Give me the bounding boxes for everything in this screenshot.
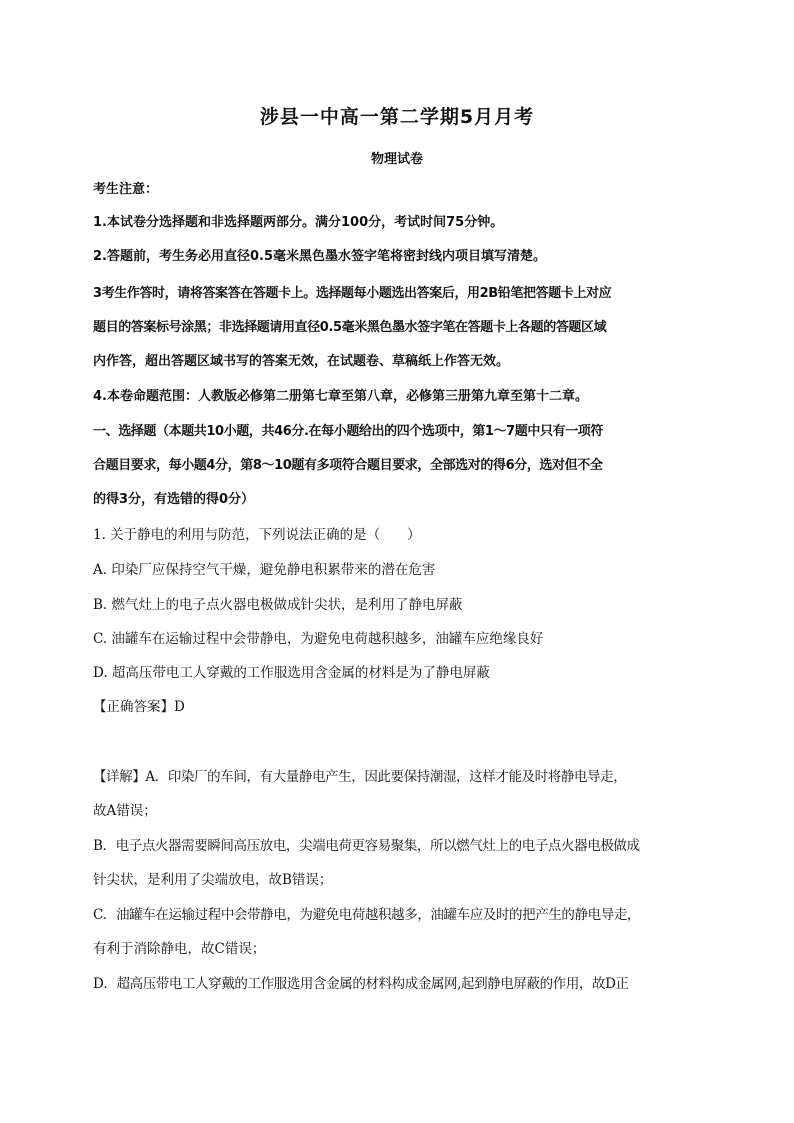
question-1-option-c: C. 油罐车在运输过程中会带静电，为避免电荷越积越多，油罐车应绝缘良好 <box>93 631 544 647</box>
explanation-line-5: C．油罐车在运输过程中会带静电，为避免电荷越积越多，油罐车应及时的把产生的静电导走， <box>93 907 641 923</box>
notice-heading: 考生注意： <box>93 182 159 197</box>
notice-item-1: 1.本试卷分选择题和非选择题两部分。满分100分，考试时间75分钟。 <box>93 215 504 230</box>
question-1-option-b: B. 燃气灶上的电子点火器电极做成针尖状，是利用了静电屏蔽 <box>93 597 463 613</box>
explanation-line-2: 故A错误； <box>93 803 157 819</box>
question-1-option-d: D. 超高压带电工人穿戴的工作服选用含金属的材料是为了静电屏蔽 <box>93 665 490 681</box>
notice-item-3-line-2: 题目的答案标号涂黑；非选择题请用直径0.5毫米黑色墨水签字笔在答题卡上各题的答题区域 <box>93 320 607 335</box>
section-heading-line-2: 合题目要求，每小题4分，第8～10题有多项符合题目要求，全部选对的得6分，选对但不全 <box>93 458 603 473</box>
explanation-line-1: 【详解】A．印染厂的车间，有大量静电产生，因此要保持潮湿，这样才能及时将静电导走， <box>93 769 627 785</box>
page-subtitle: 物理试卷 <box>370 152 423 167</box>
explanation-line-6: 有利于消除静电，故C错误； <box>93 941 266 957</box>
explanation-line-4: 针尖状，是利用了尖端放电，故B错误； <box>93 872 333 888</box>
page-title: 涉县一中高一第二学期5月月考 <box>259 106 535 128</box>
question-1-stem: 1. 关于静电的利用与防范，下列说法正确的是（ ） <box>93 527 421 543</box>
explanation-line-3: B．电子点火器需要瞬间高压放电，尖端电荷更容易聚集，所以燃气灶上的电子点火器电极做成 <box>93 838 640 854</box>
question-1-answer: 【正确答案】D <box>93 699 185 715</box>
section-heading-line-3: 的得3分，有选错的得0分） <box>93 492 255 507</box>
notice-item-2: 2.答题前，考生务必用直径0.5毫米黑色墨水签字笔将密封线内项目填写清楚。 <box>93 249 547 264</box>
notice-item-3-line-3: 内作答，超出答题区域书写的答案无效，在试题卷、草稿纸上作答无效。 <box>93 354 510 369</box>
explanation-line-7: D．超高压带电工人穿戴的工作服选用含金属的材料构成金属网,起到静电屏蔽的作用，故D正 <box>93 976 629 992</box>
notice-item-3-line-1: 3考生作答时，请将答案答在答题卡上。选择题每小题选出答案后，用2B铅笔把答题卡上对应 <box>93 286 612 301</box>
notice-item-4: 4.本卷命题范围：人教版必修第二册第七章至第八章，必修第三册第九章至第十二章。 <box>93 389 588 404</box>
section-heading-line-1: 一、选择题（本题共10小题，共46分.在每小题给出的四个选项中，第1～7题中只有一项符 <box>93 424 604 439</box>
question-1-option-a: A. 印染厂应保持空气干燥，避免静电积累带来的潜在危害 <box>93 562 436 578</box>
